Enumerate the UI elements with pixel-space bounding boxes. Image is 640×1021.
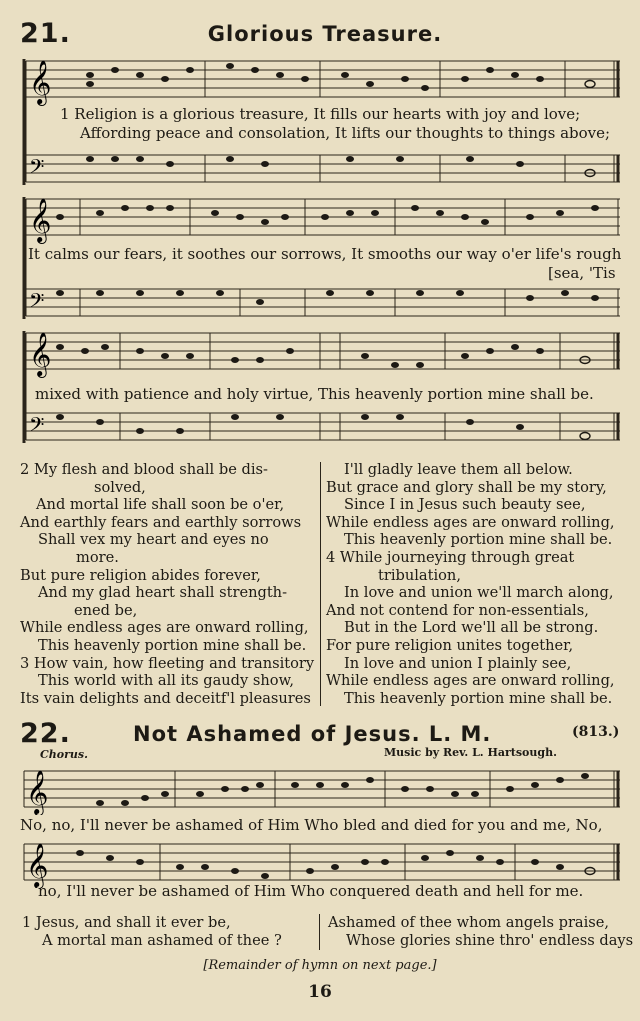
verses-right-column <box>326 461 622 707</box>
lyric-line: 1 Religion is a glorious treasure, It fills our hearts with joy and love; <box>60 105 581 123</box>
hymn-reference: (813.) <box>572 724 620 740</box>
bass-clef-icon: 𝄢 <box>29 155 45 183</box>
treble-clef-icon: 𝄞 <box>26 843 49 887</box>
column-divider <box>320 462 321 706</box>
verse-line: And not contend for non-essentials, <box>326 601 589 619</box>
verse-line: While endless ages are onward rolling, <box>326 513 615 531</box>
lyric-line: [sea, 'Tis <box>548 264 616 282</box>
hymn-title: Not Ashamed of Jesus. L. M. <box>133 722 492 746</box>
verse-line: This heavenly portion mine shall be. <box>38 636 307 654</box>
verse-line: Whose glories shine thro' endless days <box>346 931 634 949</box>
verse-line: 4 While journeying through great <box>326 548 575 566</box>
verse-line: 2 My flesh and blood shall be dis- <box>20 461 268 478</box>
verse-line: In love and union I plainly see, <box>344 654 572 672</box>
hymn-title: Glorious Treasure. <box>207 22 443 46</box>
music-system-4 <box>20 765 622 815</box>
verse-line: This heavenly portion mine shall be. <box>344 689 613 707</box>
verse-line: Since I in Jesus such beauty see, <box>344 496 586 514</box>
verse-line: A mortal man ashamed of thee ? <box>42 931 282 949</box>
verse-line: tribulation, <box>378 566 461 584</box>
verse-line: This world with all its gaudy show, <box>38 672 294 690</box>
verse-line: While endless ages are onward rolling, <box>20 619 309 637</box>
verse-line: For pure religion unites together, <box>326 636 574 654</box>
verse-line: In love and union we'll march along, <box>344 584 614 602</box>
verse-line: But grace and glory shall be my story, <box>326 478 607 496</box>
verse-right <box>328 914 634 949</box>
verse-line: more. <box>76 548 119 566</box>
lyric-line: Affording peace and consolation, It lifts our thoughts to things above; <box>80 124 611 142</box>
treble-clef-icon: 𝄞 <box>29 60 52 104</box>
treble-clef-icon: 𝄞 <box>29 198 52 242</box>
lyric-line: mixed with patience and holy virtue, This heavenly portion mine shall be. <box>35 385 594 403</box>
lyric-line: No, no, I'll never be ashamed of Him Who bled and died for you and me, No, <box>20 816 603 834</box>
verse-line: And mortal life shall soon be o'er, <box>36 496 285 514</box>
lyric-line: It calms our fears, it soothes our sorrows, It smooths our way o'er life's rough <box>28 245 622 263</box>
verse-line: 1 Jesus, and shall it ever be, <box>22 914 231 931</box>
music-system-5 <box>20 838 622 888</box>
verse-line: This heavenly portion mine shall be. <box>344 531 613 549</box>
bass-clef-icon: 𝄢 <box>29 413 45 441</box>
treble-clef-icon: 𝄞 <box>26 770 49 814</box>
hymn-number: 21. <box>20 18 71 49</box>
verse-line: Shall vex my heart and eyes no <box>38 531 269 549</box>
hymn-number: 22. <box>20 718 71 749</box>
verse-line: Its vain delights and deceitf'l pleasures <box>20 689 311 707</box>
verse-line: And my glad heart shall strength- <box>38 584 288 602</box>
verse-line: But in the Lord we'll all be strong. <box>344 619 599 637</box>
verse-line: solved, <box>94 478 146 496</box>
verse-line: But pure religion abides forever, <box>20 566 261 584</box>
verse-left <box>22 914 312 949</box>
music-credit: Music by Rev. L. Hartsough. <box>384 746 557 759</box>
treble-staff <box>26 61 620 97</box>
verses-left-column <box>20 461 318 707</box>
verse-line: And earthly fears and earthly sorrows <box>20 513 302 531</box>
verse-line: I'll gladly leave them all below. <box>344 461 573 478</box>
verse-line: ened be, <box>74 601 138 619</box>
chorus-label: Chorus. <box>40 748 88 761</box>
continuation-note: [Remainder of hymn on next page.] <box>203 958 437 973</box>
column-divider <box>319 914 320 950</box>
treble-clef-icon: 𝄞 <box>29 332 52 376</box>
page-number: 16 <box>308 982 332 1002</box>
lyric-line: no, I'll never be ashamed of Him Who conquered death and hell for me. <box>38 882 584 900</box>
verse-line: Ashamed of thee whom angels praise, <box>328 914 610 931</box>
verse-line: While endless ages are onward rolling, <box>326 672 615 690</box>
verse-line: 3 How vain, how fleeting and transitory <box>20 654 315 672</box>
bass-clef-icon: 𝄢 <box>29 289 45 317</box>
